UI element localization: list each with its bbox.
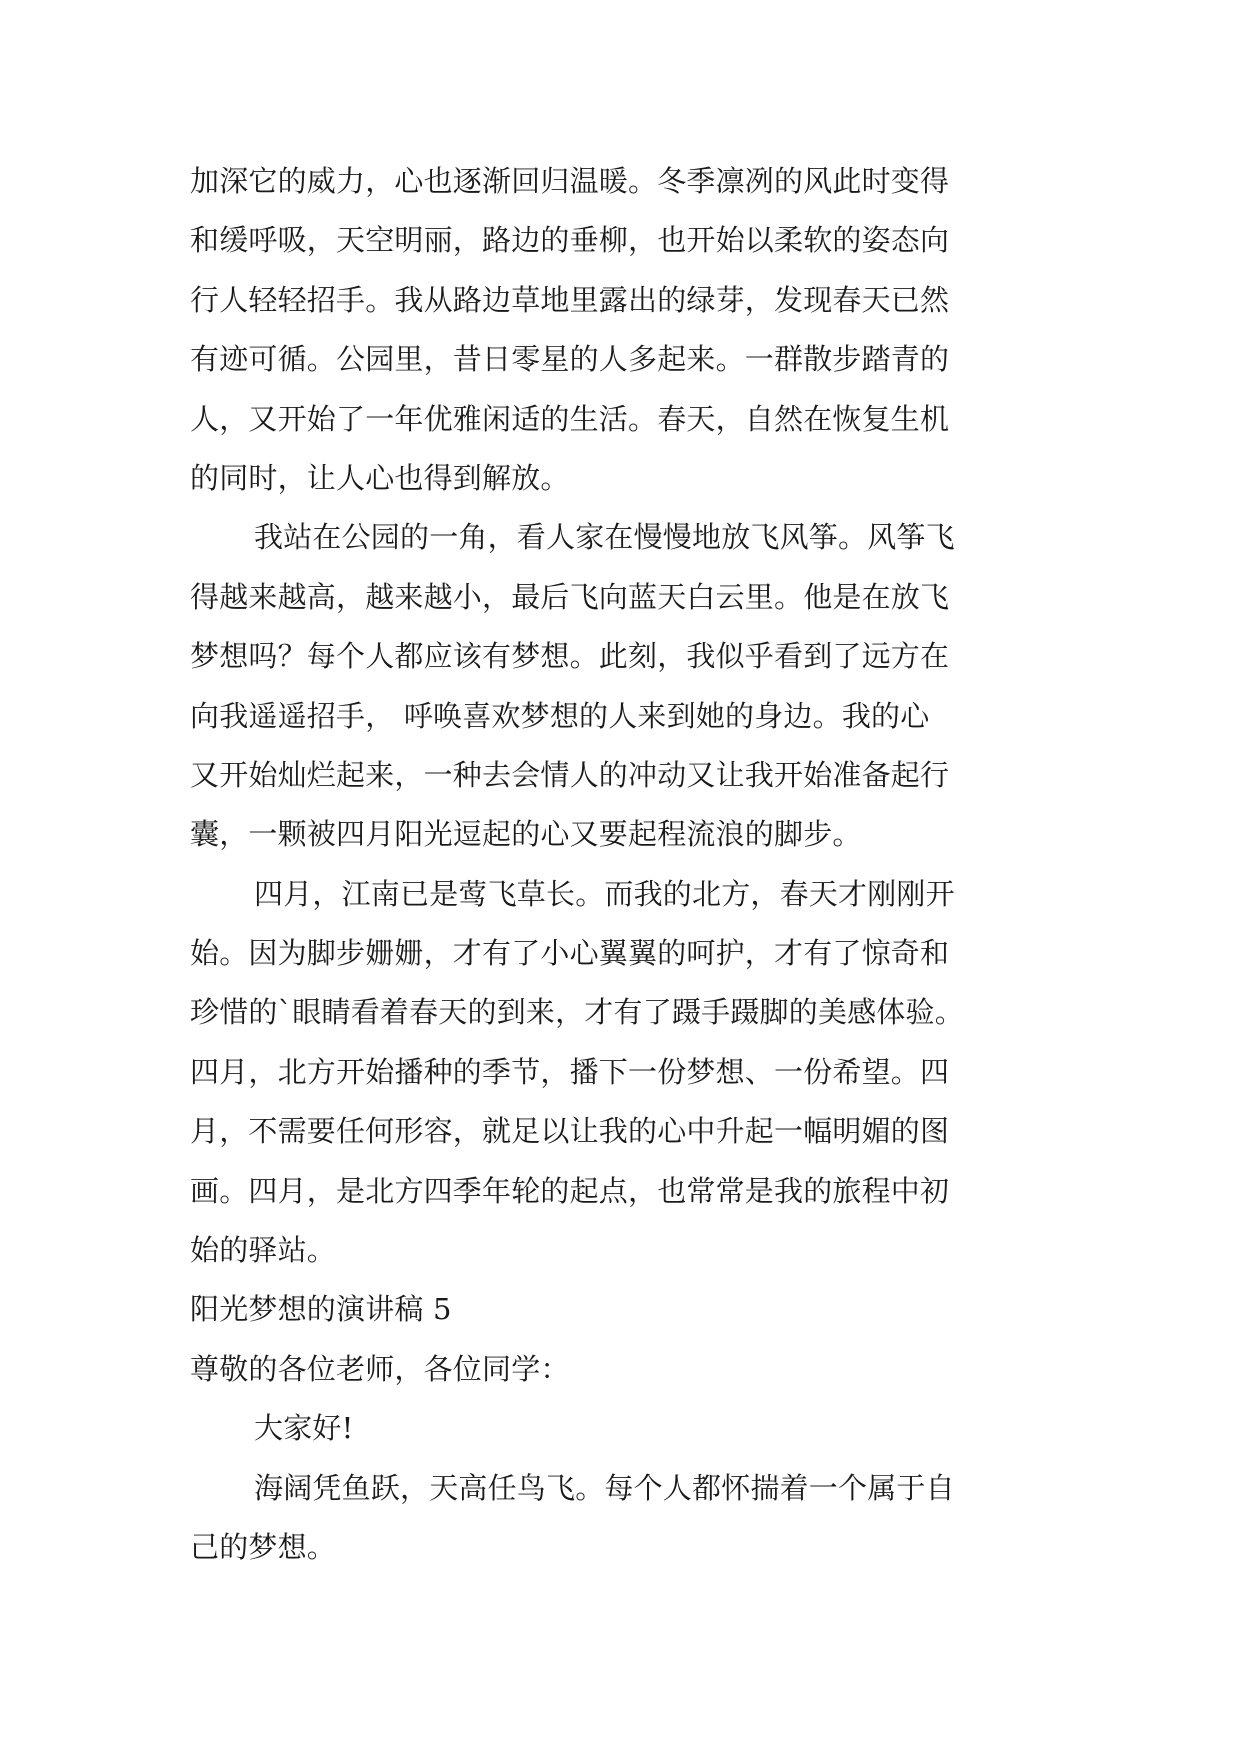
text-line: 得越来越高，越来越小，最后飞向蓝天白云里。他是在放飞 — [190, 579, 950, 614]
text-line: 四月，北方开始播种的季节，播下一份梦想、一份希望。四 — [190, 1054, 950, 1089]
section-heading: 阳光梦想的演讲稿 5 — [190, 1292, 452, 1327]
paragraph-start-line: 我站在公园的一角，看人家在慢慢地放飞风筝。风筝飞 — [254, 520, 955, 555]
text-line: 有迹可循。公园里，昔日零星的人多起来。一群散步踏青的 — [190, 342, 950, 377]
text-line: 己的梦想。 — [190, 1529, 337, 1564]
document-body — [190, 152, 1070, 1577]
text-line: 人，又开始了一年优雅闲适的生活。春天，自然在恢复生机 — [190, 401, 950, 436]
text-line: 梦想吗？每个人都应该有梦想。此刻，我似乎看到了远方在 — [190, 639, 950, 674]
text-line: 月，不需要任何形容，就足以让我的心中升起一幅明媚的图 — [190, 1114, 950, 1149]
text-line: 始的驿站。 — [190, 1233, 337, 1268]
paragraph-start-line: 海阔凭鱼跃，天高任鸟飞。每个人都怀揣着一个属于自 — [254, 1470, 955, 1505]
text-line: 画。四月，是北方四季年轮的起点，也常常是我的旅程中初 — [190, 1173, 950, 1208]
text-line: 珍惜的`眼睛看着春天的到来，才有了蹑手蹑脚的美感体验。 — [190, 995, 964, 1030]
text-line: 和缓呼吸，天空明丽，路边的垂柳，也开始以柔软的姿态向 — [190, 223, 950, 258]
paragraph-start-line: 四月，江南已是莺飞草长。而我的北方，春天才刚刚开 — [254, 876, 955, 911]
text-line: 囊，一颗被四月阳光逗起的心又要起程流浪的脚步。 — [190, 817, 862, 852]
text-line: 又开始灿烂起来，一种去会情人的冲动又让我开始准备起行 — [190, 757, 950, 792]
text-line: 的同时，让人心也得到解放。 — [190, 460, 570, 495]
text-line: 加深它的威力，心也逐渐回归温暖。冬季凛冽的风此时变得 — [190, 164, 950, 198]
greeting-line: 大家好! — [254, 1411, 354, 1446]
text-line: 向我遥遥招手， 呼唤喜欢梦想的人来到她的身边。我的心 — [190, 698, 930, 733]
text-line: 行人轻轻招手。我从路边草地里露出的绿芽，发现春天已然 — [190, 282, 950, 317]
text-line: 始。因为脚步姗姗，才有了小心翼翼的呵护，才有了惊奇和 — [190, 936, 950, 971]
salutation-line: 尊敬的各位老师，各位同学： — [190, 1351, 570, 1386]
